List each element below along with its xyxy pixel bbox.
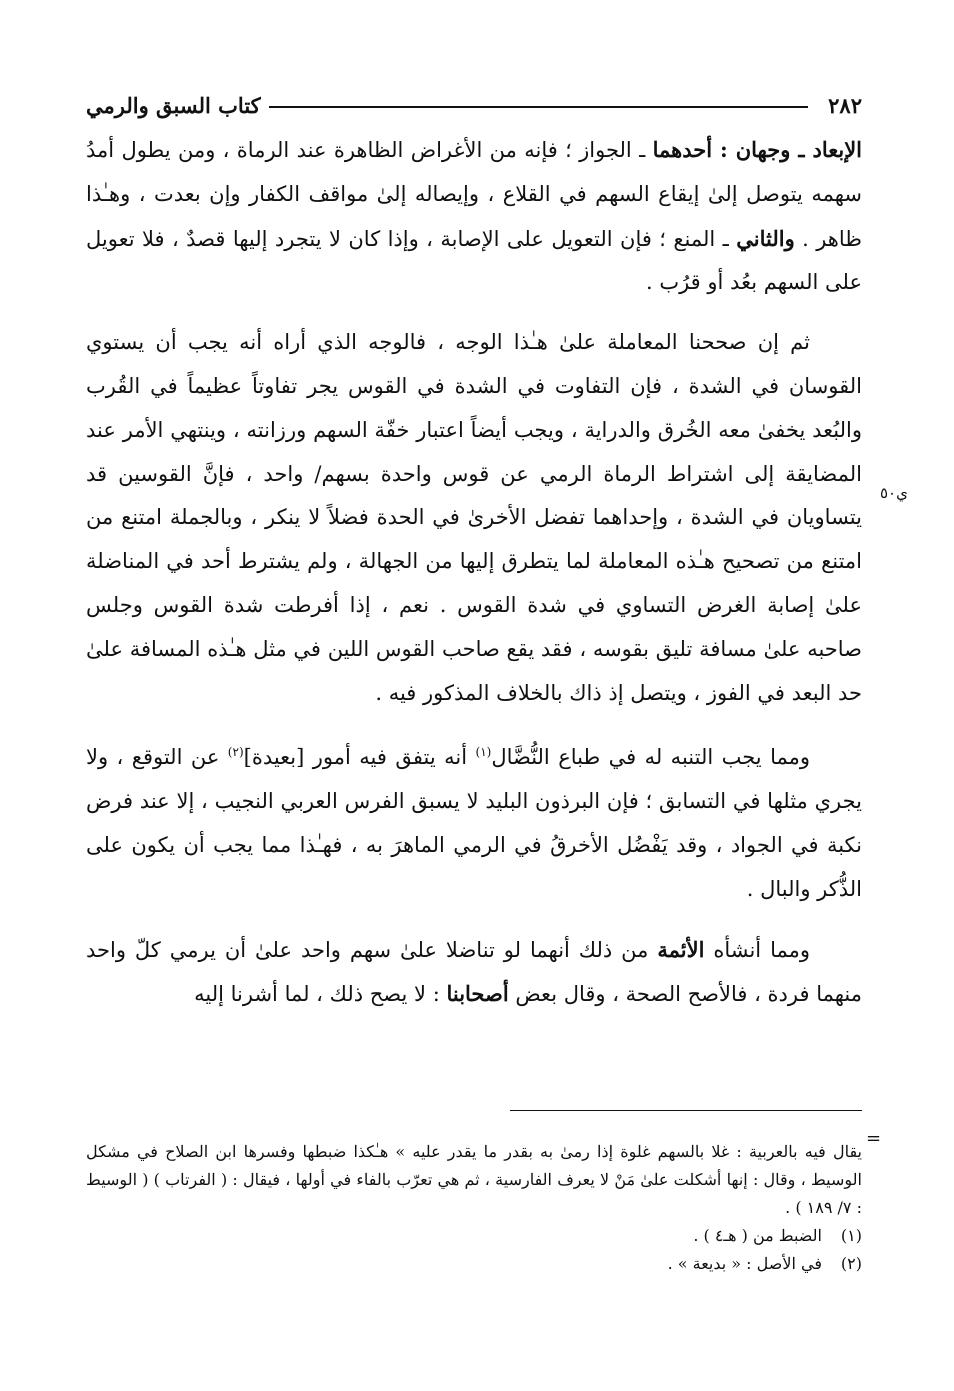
footnotes <box>86 1138 862 1278</box>
footnote-ref-1[interactable]: (١) <box>475 745 492 760</box>
paragraph-2: ثم إن صححنا المعاملة علىٰ هـٰذا الوجه ، فالوجه الذي أراه أنه يجب أن يستوي القوسان في الشدة ، فإن التفاوت في الشدة في القوس يجر تفاوتاً عظيماً في القُرب والبُعد يخفىٰ معه الخُرق والدراية ، ويجب أيضاً اعتبار خفّة السهم ورزانته ، وينتهي الأمر عند المضايقة إلى اشتراط الرماة الرمي عن قوس واحدة بسهم/ واحد ، فإنَّ القوسين قد يتساويان في الشدة ، وإحداهما تفضل الأخرىٰ في الحدة فضلاً لا ينكر ، وبالجملة امتنع من امتنع من تصحيح هـٰذه المعاملة لما يتطرق إليها من الجهالة ، ولم يشترط أحد في المناضلة علىٰ إصابة الغرض التساوي في شدة القوس . نعم ، إذا أفرطت شدة القوس وجلس صاحبه علىٰ مسافة تليق بقوسه ، فقد يقع صاحب القوس اللين في مثل هـٰذه المسافة علىٰ حد البعد في الفوز ، ويتصل إذ ذاك بالخلاف المذكور فيه . <box>86 330 863 705</box>
text-run: عن التوقع ، ولا يجري مثلها في التسابق ؛ فإن البرذون البليد لا يسبق الفرس العربي النجيب ، إلا عند فرض نكبة في الجواد ، وقد يَفْضُل الأخرقُ في الرمي الماهرَ به ، فهـٰذا مما يجب أن يكون على الذُّكر والبال . <box>86 745 862 901</box>
text-run: ـ المنع ؛ فإن التعويل على الإصابة ، وإذا كان لا يتجرد إليها قصدٌ ، فلا تعويل على السهم بعُد أو قرُب . <box>86 226 862 295</box>
footnote-text: الضبط من ( هـ٤ ) . <box>693 1226 822 1245</box>
paragraph-1 <box>86 128 862 305</box>
page-header <box>86 78 862 118</box>
running-title: كتاب السبق والرمي <box>86 93 261 118</box>
text-run: أنه يتفق فيه أمور [بعيدة] <box>243 745 476 770</box>
footnote-number: (٢) <box>840 1254 862 1273</box>
bold-term: والثاني <box>736 225 795 251</box>
footnote-ref-2[interactable]: (٢) <box>227 745 244 760</box>
text-run: ومما يجب التنبه له في طباع النُّضَّال <box>491 745 811 770</box>
paragraph-3 <box>86 731 862 911</box>
bold-term: الأئمة <box>657 936 705 962</box>
text-run: ومما أنشأه <box>704 937 811 962</box>
footnote-continuation-mark: = <box>866 1128 882 1149</box>
text-run: : لا يصح ذلك ، لما أشرنا إليه <box>194 982 447 1007</box>
footnote-number: (١) <box>840 1226 862 1245</box>
page-number: ٢٨٢ <box>828 93 862 118</box>
footnote-1 <box>86 1222 862 1250</box>
text-run: ـ الجواز ؛ فإنه من الأغراض الظاهرة عند الرماة ، ومن يطول أمدُ سهمه يتوصل إلىٰ إيقاع السهم في القلاع ، وإيصاله إلىٰ مواقف الكفار وإن بعدت ، وهـٰذا ظاهر . <box>86 138 862 251</box>
bold-term: الإبعاد ـ وجهان : أحدهما <box>652 137 862 162</box>
header-rule <box>269 106 809 108</box>
footnote-separator <box>510 1110 862 1111</box>
footnote-continuation: يقال فيه بالعربية : غلا بالسهم غلوة إذا رمىٰ به بقدر ما يقدر عليه » هـٰكذا ضبطها وفسرها ابن الصلاح في مشكل الوسيط ، وقال : إنها أشكلت علىٰ مَنْ لا يعرف الفارسية ، ثم هي تعرّب بالفاء في أولها ، فيقال : ( الفرتاب ) ( الوسيط : ٧/ ١٨٩ ) . <box>86 1142 863 1217</box>
manuscript-folio-marker: ي٥٠ <box>880 484 908 502</box>
main-text <box>86 128 862 1017</box>
bold-term: أصحابنا <box>446 981 509 1007</box>
paragraph-4 <box>86 928 862 1018</box>
footnote-text: في الأصل : « بديعة » . <box>667 1254 822 1273</box>
footnote-2 <box>86 1250 862 1278</box>
text-run: من ذلك أنهما لو تناضلا علىٰ سهم واحد علىٰ أن يرمي كلّ واحد منهما فردة ، فالأصح الصحة ، وقال بعض <box>86 937 862 1007</box>
